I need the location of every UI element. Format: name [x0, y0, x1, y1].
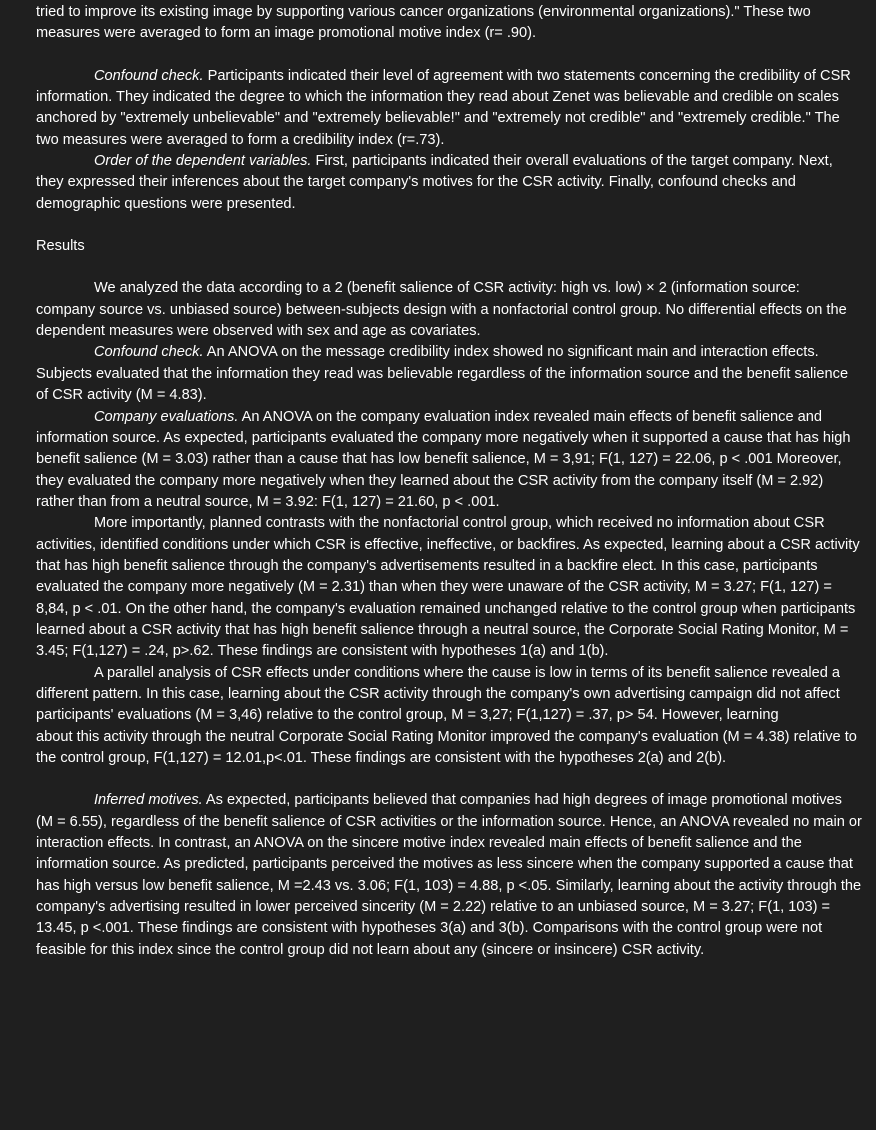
- spacer: [36, 769, 862, 790]
- confound-check-results-text: An ANOVA on the message credibility index showed no significant main and interaction effects. Subjects evaluated that the information they read was believable regardless of the information source and the benefit salience of CSR activity (M = 4.83).: [36, 344, 849, 404]
- spacer: [36, 257, 862, 278]
- confound-check-method-text: Participants indicated their level of agreement with two statements concerning the credibility of CSR information. They indicated the degree to which the information they read about Zenet was believable and credible on scales anchored by "extremely unbelievable" and "extremely believable!" and "extremely not credible" and "extremely credible." The two measures were averaged to form a credibility index (r=.73).: [36, 67, 851, 148]
- inferred-motives-text: As expected, participants believed that companies had high degrees of image promotional motives (M = 6.55), regardless of the benefit salience of CSR activities or the information source. Hence, an ANOVA revealed no main or interaction effects. In contrast, an ANOVA on the sincere motive index revealed main effects of benefit salience and the information source. As predicted, participants perceived the motives as less sincere when the company supported a cause that has high versus low benefit salience, M =2.43 vs. 3.06; F(1, 103) = 4.88, p <.05. Similarly, learning about the activity through the company's advertising resulted in lower perceived sincerity (M = 2.22) relative to an unbiased source, M = 3.27; F(1, 103) = 13.45, p <.001. These findings are consistent with hypotheses 3(a) and 3(b). Comparisons with the control group were not feasible for this index since the control group did not learn about any (sincere or insincere) CSR activity.: [36, 792, 862, 958]
- intro-paragraph: tried to improve its existing image by supporting various cancer organizations (environmental organizations)." These two measures were averaged to form an image promotional motive index (r= .90).: [36, 4, 811, 42]
- company-evaluations-paragraph: [36, 407, 862, 514]
- order-dependent-variables-paragraph: [36, 151, 862, 215]
- confound-check-method-paragraph: [36, 66, 862, 151]
- parallel-analysis-continuation: about this activity through the neutral Corporate Social Rating Monitor improved the company's evaluation (M = 4.38) relative to the control group, F(1,127) = 12.01,p<.01. These findings are consistent with the hypotheses 2(a) and 2(b).: [36, 728, 857, 766]
- confound-check-method-heading: Confound check.: [94, 67, 204, 84]
- inferred-motives-heading: Inferred motives.: [94, 792, 203, 809]
- inferred-motives-paragraph: [36, 790, 862, 961]
- company-evaluations-text: An ANOVA on the company evaluation index revealed main effects of benefit salience and information source. As expected, participants evaluated the company more negatively when it supported a cause that has high benefit salience (M = 3.03) rather than a cause that has low benefit salience, M = 3,91; F(1, 127) = 22.06, p < .001 Moreover, they evaluated the company more negatively when they learned about the CSR activity from the company itself (M = 2.92) rather than from a neutral source, M = 3.92: F(1, 127) = 21.60, p < .001.: [36, 408, 851, 510]
- company-evaluations-heading: Company evaluations.: [94, 408, 239, 425]
- order-dependent-variables-text: First, participants indicated their overall evaluations of the target company. Next, they expressed their inferences about the target company's motives for the CSR activity. Finally, confound checks and demographic questions were presented.: [36, 153, 833, 212]
- spacer: [36, 45, 862, 66]
- order-dependent-variables-heading: Order of the dependent variables.: [94, 153, 312, 170]
- planned-contrasts-paragraph: More importantly, planned contrasts with the nonfactorial control group, which received no information about CSR activities, identified conditions under which CSR is effective, ineffective, or backfires. As expected, learning about a CSR activity that has high benefit salience through the company's advertisements resulted in a backfire elect. In this case, participants evaluated the company more negatively (M = 2.31) than when they were unaware of the CSR activity, M = 3.27; F(1, 127) = 8,84, p < .01. On the other hand, the company's evaluation remained unchanged relative to the control group when participants learned about a CSR activity that has high benefit salience through a neutral source, the Corporate Social Rating Monitor, M = 3.45; F(1,127) = .24, p>.62. These findings are consistent with hypotheses 1(a) and 1(b).: [36, 515, 860, 660]
- results-design-paragraph: We analyzed the data according to a 2 (benefit salience of CSR activity: high vs. low) × 2 (information source: company source vs. unbiased source) between-subjects design with a nonfactorial control group. No differential effects on the dependent measures were observed with sex and age as covariates.: [36, 280, 847, 340]
- parallel-analysis-paragraph: A parallel analysis of CSR effects under conditions where the cause is low in terms of its benefit salience revealed a different pattern. In this case, learning about the CSR activity through the company's own advertising campaign did not affect participants' evaluations (M = 3,46) relative to the control group, M = 3,27; F(1,127) = .37, p> 54. However, learning: [36, 664, 841, 724]
- confound-check-results-heading: Confound check.: [94, 344, 204, 361]
- results-heading: Results: [36, 238, 85, 255]
- spacer: [36, 215, 862, 236]
- confound-check-results-paragraph: [36, 342, 862, 406]
